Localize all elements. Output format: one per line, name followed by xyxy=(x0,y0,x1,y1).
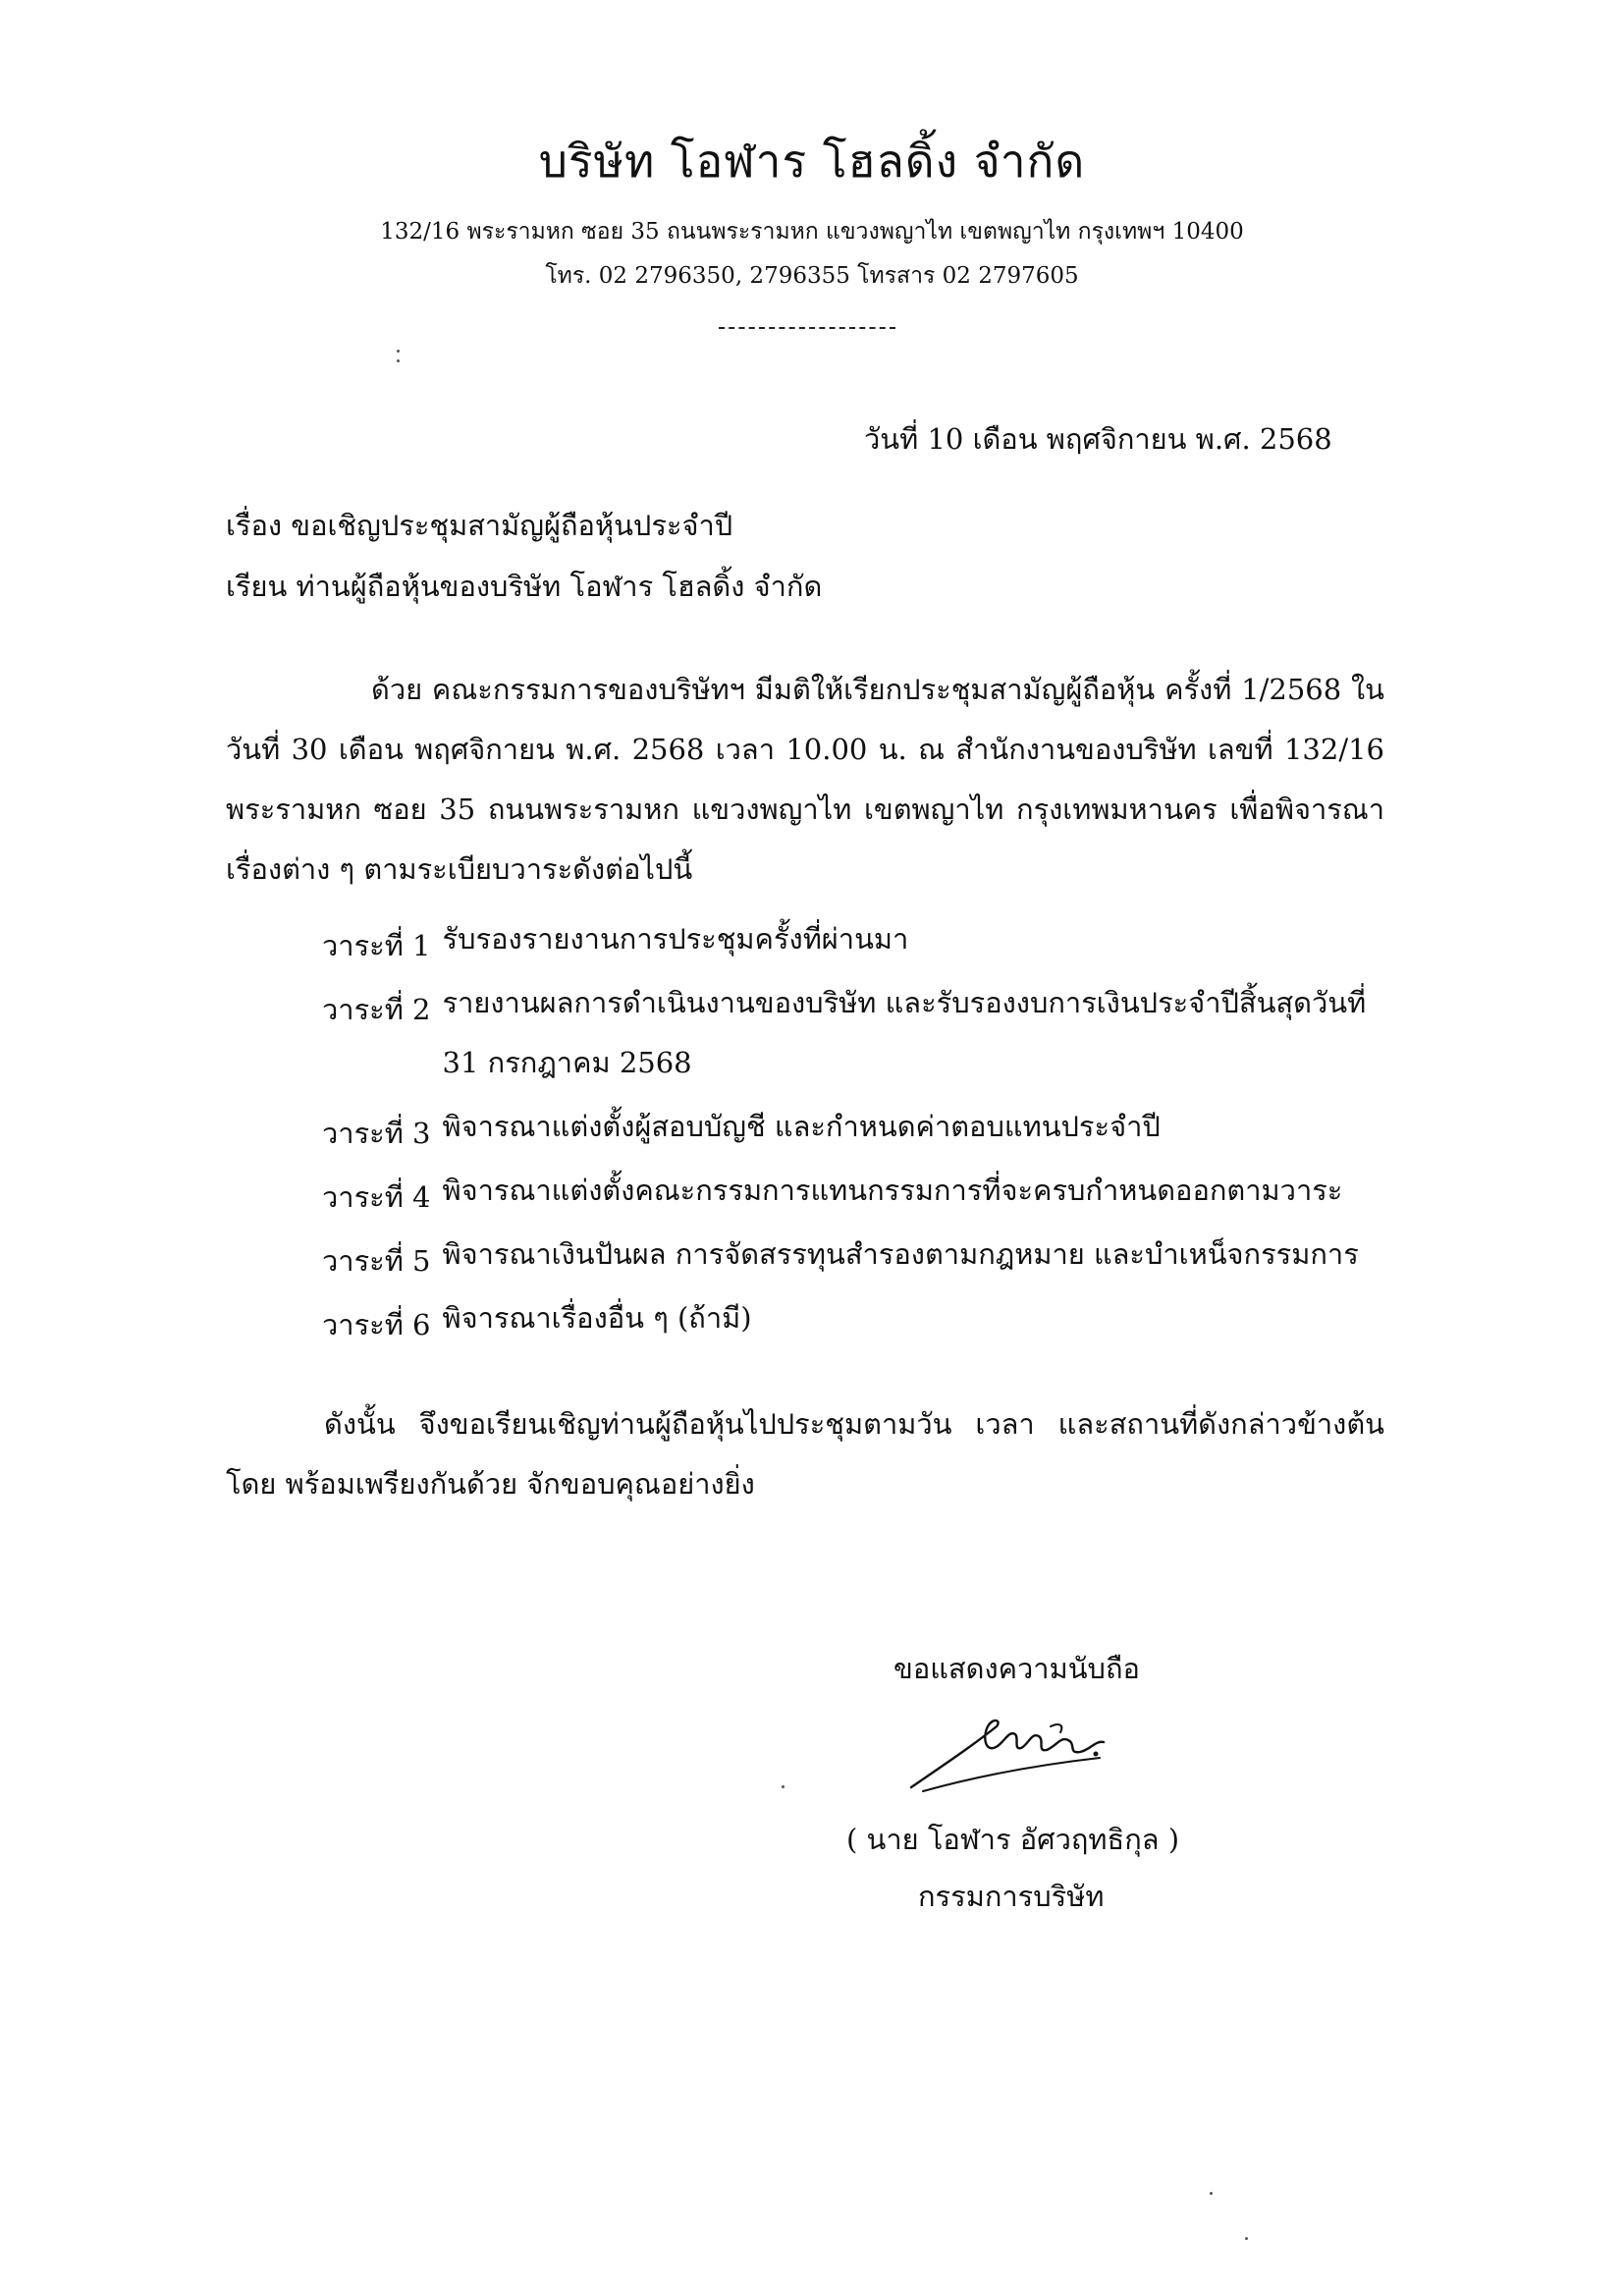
agenda-item xyxy=(322,1175,1402,1221)
agenda-list xyxy=(322,923,1402,1366)
company-name: บริษัท โอฬาร โฮลดิ้ง จำกัด xyxy=(538,135,1086,188)
agenda-label: วาระที่ 4 xyxy=(322,1180,431,1214)
agenda-text: รับรองรายงานการประชุมครั้งที่ผ่านมา xyxy=(442,922,909,956)
agenda-item xyxy=(322,1238,1402,1285)
closing-phrase: ขอแสดงความนับถือ xyxy=(893,1652,1140,1685)
agenda-label: วาระที่ 6 xyxy=(322,1308,431,1341)
agenda-text: พิจารณาแต่งตั้งผู้สอบบัญชี และกำหนดค่าตอบแทนประจำปี xyxy=(442,1110,1161,1143)
agenda-label: วาระที่ 5 xyxy=(322,1244,431,1278)
agenda-item xyxy=(322,987,1402,1093)
scan-speck xyxy=(1245,2237,1248,2240)
handwritten-signature xyxy=(903,1697,1119,1805)
header-divider xyxy=(719,327,895,329)
company-address: 132/16 พระรามหก ซอย 35 ถนนพระรามหก แขวงพญาไท เขตพญาไท กรุงเทพฯ 10400 xyxy=(380,219,1244,245)
company-phone: โทร. 02 2796350, 2796355 โทรสาร 02 2797605 xyxy=(545,263,1079,289)
signer-title: กรรมการบริษัท xyxy=(918,1880,1105,1913)
letter-subject: เรื่อง ขอเชิญประชุมสามัญผู้ถือหุ้นประจำปี xyxy=(226,509,733,542)
agenda-text: พิจารณาเรื่องอื่น ๆ (ถ้ามี) xyxy=(442,1301,752,1335)
agenda-item xyxy=(322,923,1402,969)
agenda-text: พิจารณาแต่งตั้งคณะกรรมการแทนกรรมการที่จะครบกำหนดออกตามวาระ xyxy=(442,1174,1343,1207)
scan-speck xyxy=(397,359,400,362)
agenda-item xyxy=(322,1111,1402,1157)
scan-speck xyxy=(397,350,400,353)
body-paragraph-closing: ดังนั้น จึงขอเรียนเชิญท่านผู้ถือหุ้นไปประชุมตามวัน เวลา และสถานที่ดังกล่าวข้างต้นโดย พร้อมเพรียงกันด้วย จักขอบคุณอย่างยิ่ง xyxy=(226,1407,1384,1501)
scan-speck xyxy=(782,1785,785,1788)
agenda-label: วาระที่ 1 xyxy=(322,929,431,962)
agenda-item xyxy=(322,1302,1402,1348)
letter-salutation: เรียน ท่านผู้ถือหุ้นของบริษัท โอฬาร โฮลดิ้ง จำกัด xyxy=(226,570,823,603)
body-paragraph-invitation: ด้วย คณะกรรมการของบริษัทฯ มีมติให้เรียกประชุมสามัญผู้ถือหุ้น ครั้งที่ 1/2568 ใน วันที่ 30 เดือน พฤศจิกายน พ.ศ. 2568 เวลา 10.00 น. ณ สำนักงานของบริษัท เลขที่ 132/16 พระรามหก ซอย 35 ถนนพระรามหก แขวงพญาไท เขตพญาไท กรุงเทพมหานคร เพื่อพิจารณา เรื่องต่าง ๆ ตามระเบียบวาระดังต่อไปนี้ xyxy=(226,673,1384,886)
agenda-text: รายงานผลการดำเนินงานของบริษัท และรับรองงบการเงินประจำปีสิ้นสุดวันที่ 31 กรกฎาคม 2568 xyxy=(442,986,1367,1079)
agenda-text: พิจารณาเงินปันผล การจัดสรรทุนสำรองตามกฎหมาย และบำเหน็จกรรมการ xyxy=(442,1237,1359,1271)
scan-speck xyxy=(1210,2192,1213,2195)
letter-date: วันที่ 10 เดือน พฤศจิกายน พ.ศ. 2568 xyxy=(864,422,1332,456)
agenda-label: วาระที่ 2 xyxy=(322,993,431,1026)
signer-name: ( นาย โอฬาร อัศวฤทธิกุล ) xyxy=(846,1823,1180,1856)
agenda-label: วาระที่ 3 xyxy=(322,1117,431,1150)
